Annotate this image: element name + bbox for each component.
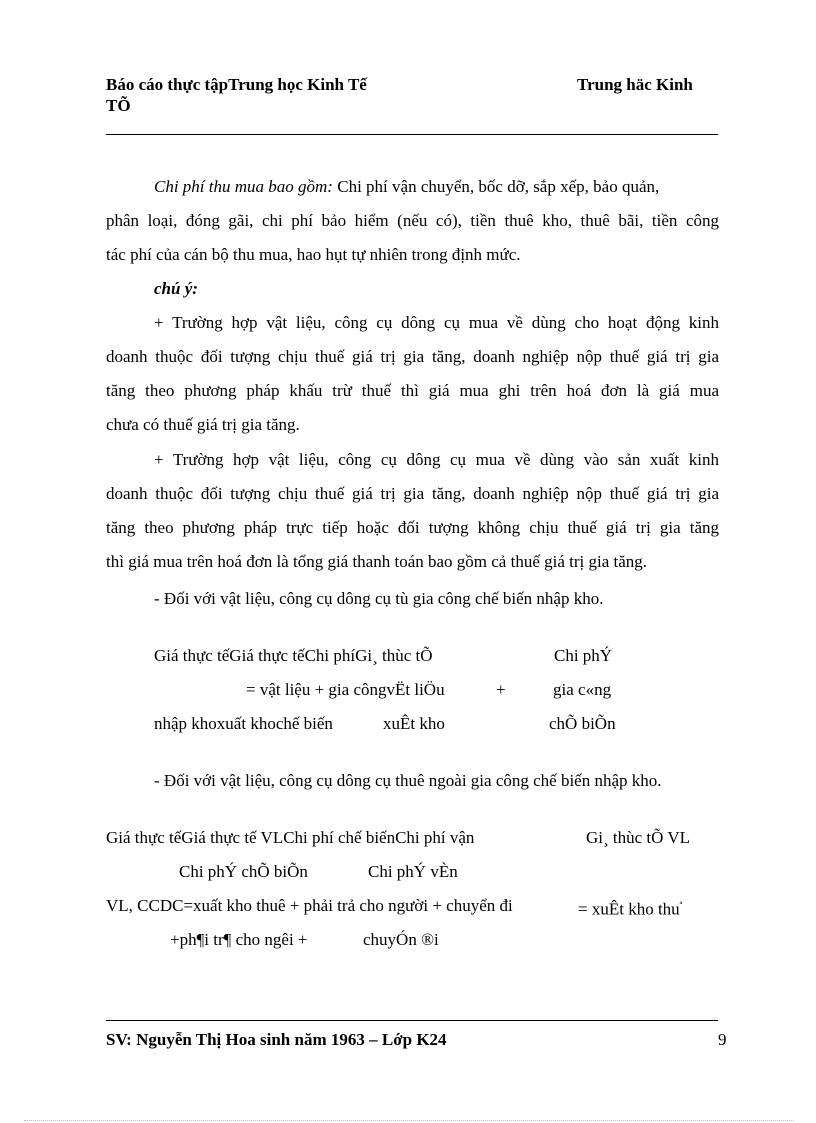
formula-2-row-2-left: Chi phÝ chÕ biÕn <box>179 862 308 881</box>
header-right-text: Trung häc Kinh <box>577 75 693 94</box>
paragraph-1-line-1-text: Chi phí vận chuyển, bốc dỡ, sắp xếp, bảo quản, <box>332 177 660 196</box>
footer-author: SV: Nguyễn Thị Hoa sinh năm 1963 – Lớp K24 <box>106 1030 447 1049</box>
paragraph-5: - Đối với vật liệu, công cụ dông cụ thuê ngoài gia công chế biến nhập kho. <box>154 771 662 790</box>
paragraph-1-line-1 <box>154 170 659 204</box>
paragraph-1-italic-lead: Chi phí thu mua bao gồm: <box>154 177 333 196</box>
paragraph-2-line-3: tăng theo phương pháp khấu trừ thuế thì giá mua ghi trên hoá đơn là giá mua <box>106 381 719 400</box>
paragraph-3-line-4: thì giá mua trên hoá đơn là tổng giá thanh toán bao gồm cả thuế giá trị gia tăng. <box>106 552 648 571</box>
page-edge-dotted-line <box>24 1120 794 1121</box>
formula-1-row-1-right: Chi phÝ <box>554 646 613 665</box>
formula-1-row-3-middle: xuÊt kho <box>383 714 445 733</box>
paragraph-1-line-3: tác phí của cán bộ thu mua, hao hụt tự nhiên trong định mức. <box>106 245 521 264</box>
formula-2-row-3-left: VL, CCDC=xuất kho thuê + phải trả cho người + chuyển đi <box>106 896 513 915</box>
formula-2-row-4-left: +ph¶i tr¶ cho ngêi + <box>170 930 308 949</box>
formula-1-row-3-left: nhập khoxuất khochế biến <box>154 714 333 733</box>
formula-2-row-3-right <box>578 889 682 927</box>
paragraph-1-line-2: phân loại, đóng gãi, chi phí bảo hiểm (nếu có), tiền thuê kho, thuê bãi, tiền công <box>106 211 719 230</box>
header-title-continuation: TÕ <box>106 96 131 115</box>
formula-2-row-1-right: Gi¸ thùc tÕ VL <box>586 828 691 847</box>
page-number: 9 <box>718 1030 727 1049</box>
formula-1-row-3-right: chÕ biÕn <box>549 714 616 733</box>
formula-1-plus: + <box>496 680 506 699</box>
paragraph-4: - Đối với vật liệu, công cụ dông cụ tù gia công chế biến nhập kho. <box>154 589 604 608</box>
header-divider <box>106 134 718 135</box>
header-title: Báo cáo thực tậpTrung học Kinh Tế <box>106 75 367 94</box>
note-label: chú ý: <box>154 279 198 298</box>
formula-2-row-4-right: chuyÓn ®i <box>363 930 439 949</box>
formula-1-row-1-left: Giá thực tếGiá thực tếChi phíGi¸ thùc tÕ <box>154 646 433 665</box>
formula-1-row-2-right: gia c«ng <box>553 680 612 699</box>
formula-2-row-3-superscript: ª <box>679 900 683 911</box>
footer-divider <box>106 1020 718 1021</box>
formula-2-row-1-left: Giá thực tếGiá thực tế VLChi phí chế biếnChi phí vận <box>106 828 475 847</box>
paragraph-3-line-1: + Trường hợp vật liệu, công cụ dông cụ mua về dùng vào sản xuất kinh <box>154 450 719 469</box>
paragraph-3-line-3: tăng theo phương pháp trực tiếp hoặc đối tượng không chịu thuế giá trị gia tăng <box>106 518 719 537</box>
formula-2-row-2-right: Chi phÝ vÈn <box>368 862 458 881</box>
paragraph-2-line-1: + Trường hợp vật liệu, công cụ dông cụ mua về dùng cho hoạt động kinh <box>154 313 719 332</box>
paragraph-2-line-2: doanh thuộc đối tượng chịu thuế giá trị gia tăng, doanh nghiệp nộp thuế giá trị gia <box>106 347 719 366</box>
paragraph-2-line-4: chưa có thuế giá trị gia tăng. <box>106 415 300 434</box>
formula-1-row-2-left: = vật liệu + gia côngvËt liÖu <box>246 680 445 699</box>
formula-2-row-3-right-text: = xuÊt kho thu <box>578 899 680 919</box>
paragraph-3-line-2: doanh thuộc đối tượng chịu thuế giá trị gia tăng, doanh nghiệp nộp thuế giá trị gia <box>106 484 719 503</box>
